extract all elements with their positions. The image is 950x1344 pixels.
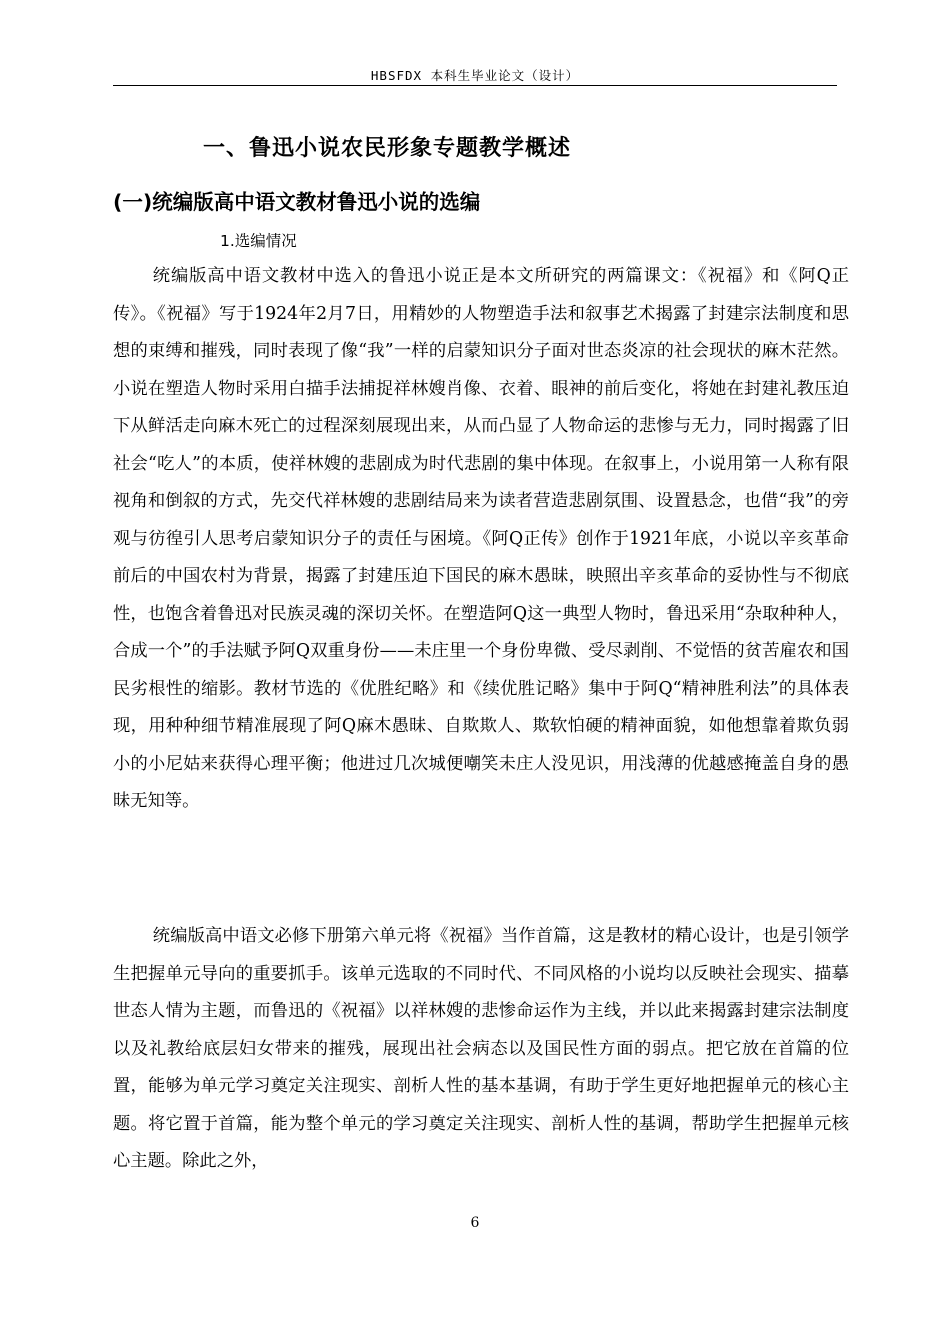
chapter-heading: 一、鲁迅小说农民形象专题教学概述 [203,136,572,161]
body-paragraph: 统编版高中语文必修下册第六单元将《祝福》当作首篇，这是教材的精心设计，也是引领学生把握单元导向的重要抓手。该单元选取的不同时代、不同风格的小说均以反映社会现实、描摹世态人情为主题，而鲁迅的《祝福》以祥林嫂的悲惨命运作为主线，并以此来揭露封建宗法制度以及礼教给底层妇女带来的摧残，展现出社会病态以及国民性方面的弱点。把它放在首篇的位置，能够为单元学习奠定关注现实、剖析人性的基本基调，有助于学生更好地把握单元的核心主题。将它置于首篇，能为整个单元的学习奠定关注现实、剖析人性的基调，帮助学生把握单元核心主题。除此之外， [113,926,849,1171]
subsection-heading: 1.选编情况 [220,232,297,250]
running-header: HBSFDX 本科生毕业论文（设计） [370,68,580,83]
body-paragraph: 统编版高中语文教材中选入的鲁迅小说正是本文所研究的两篇课文：《祝福》和《阿Q正传》。《祝福》写于1924年2月7日，用精妙的人物塑造手法和叙事艺术揭露了封建宗法制度和思想的束缚和摧残，同时表现了像“我”一样的启蒙知识分子面对世态炎凉的社会现状的麻木茫然。小说在塑造人物时采用白描手法捕捉祥林嫂肖像、衣着、眼神的前后变化，将她在封建礼教压迫下从鲜活走向麻木死亡的过程深刻展现出来，从而凸显了人物命运的悲惨与无力，同时揭露了旧社会“吃人”的本质，使祥林嫂的悲剧成为时代悲剧的集中体现。在叙事上，小说用第一人称有限视角和倒叙的方式，先交代祥林嫂的悲剧结局来为读者营造悲剧氛围、设置悬念，也借“我”的旁观与彷徨引人思考启蒙知识分子的责任与困境。《阿Q正传》创作于1921年底，小说以辛亥革命前后的中国农村为背景，揭露了封建压迫下国民的麻木愚昧，映照出辛亥革命的妥协性与不彻底性，也饱含着鲁迅对民族灵魂的深切关怀。在塑造阿Q这一典型人物时，鲁迅采用“杂取种种人，合成一个”的手法赋予阿Q双重身份——未庄里一个身份卑微、受尽剥削、不觉悟的贫苦雇农和国民劣根性的缩影。教材节选的《优胜纪略》和《续优胜记略》集中于阿Q“精神胜利法”的具体表现，用种种细节精准展现了阿Q麻木愚昧、自欺欺人、欺软怕硬的精神面貌，如他想靠着欺负弱小的小尼姑来获得心理平衡；他进过几次城便嘲笑未庄人没见识，用浅薄的优越感掩盖自身的愚昧无知等。 [113,266,849,811]
page-number: 6 [470,1215,480,1231]
header-divider [113,85,837,86]
section-heading: (一)统编版高中语文教材鲁迅小说的选编 [113,190,481,214]
